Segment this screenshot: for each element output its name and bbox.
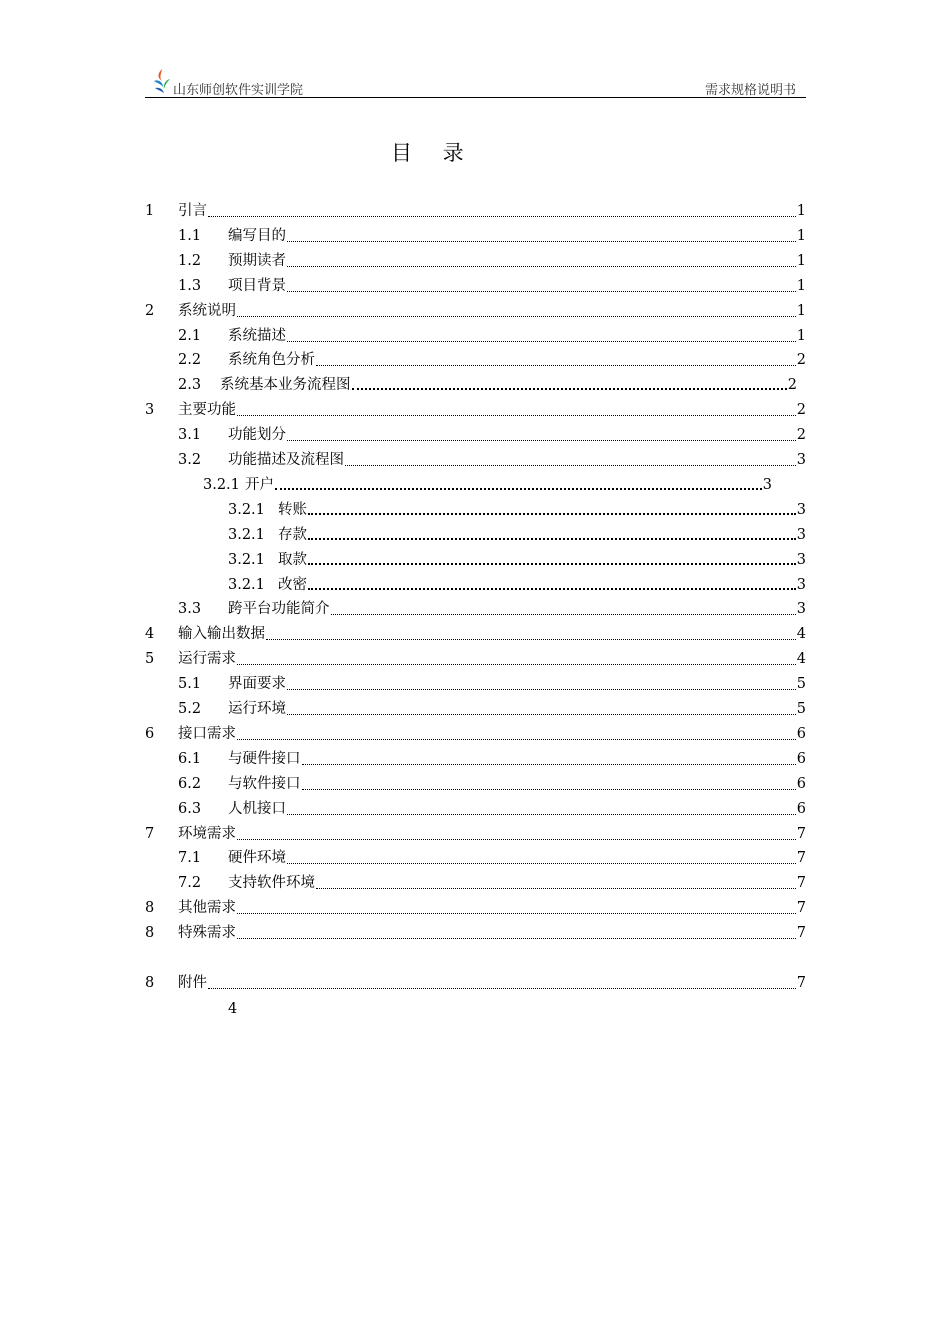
toc-entry-number: 8: [145, 900, 155, 917]
toc-dot-leader: [287, 341, 796, 342]
toc-entry-number: 3.2.1: [228, 551, 265, 568]
stray-page-number: 4: [228, 1001, 238, 1017]
toc-entry-page: 6: [796, 725, 806, 742]
toc-entry-number: 6: [145, 725, 155, 742]
toc-entry-number: 4: [145, 626, 155, 643]
toc-dot-leader: [275, 488, 762, 490]
toc-entry-number: 5.1: [178, 676, 202, 693]
toc-entry-title: 开户: [245, 476, 274, 493]
toc-entry-page: 7: [796, 875, 806, 892]
toc-dot-leader: [331, 614, 796, 615]
toc-entry-title: 功能划分: [228, 427, 286, 444]
toc-dot-leader: [308, 513, 796, 515]
toc-entry[interactable]: [145, 822, 806, 847]
toc-entry-number: 3.2.1: [228, 576, 265, 593]
toc-entry[interactable]: [203, 473, 772, 498]
toc-entry-title: 与硬件接口: [228, 750, 301, 767]
school-logo-icon: [151, 68, 173, 94]
toc-dot-leader: [208, 988, 796, 989]
toc-dot-leader: [287, 689, 796, 690]
toc-entry-page: 2: [796, 352, 806, 369]
toc-entry[interactable]: [145, 971, 806, 996]
toc-entry-title: 特殊需求: [178, 925, 236, 942]
toc-dot-leader: [237, 913, 796, 914]
toc-entry-number: 6.3: [178, 800, 202, 817]
toc-entry-page: 3: [796, 576, 806, 593]
toc-entry-page: 1: [796, 252, 806, 269]
toc-entry[interactable]: [178, 324, 806, 349]
toc-entry-title: 硬件环境: [228, 850, 286, 867]
toc-entry-title: 编写目的: [228, 227, 286, 244]
toc-entry[interactable]: [178, 448, 806, 473]
toc-dot-leader: [345, 465, 796, 466]
toc-entry-title: 功能描述及流程图: [228, 452, 344, 468]
toc-entry-page: 6: [796, 800, 806, 817]
toc-entry-page: 7: [796, 900, 806, 917]
toc-entry[interactable]: [178, 846, 806, 871]
toc-entry-title: 改密: [278, 576, 307, 593]
toc-dot-leader: [308, 563, 796, 565]
toc-entry-page: 6: [796, 775, 806, 792]
toc-entry-number: 5.2: [178, 701, 202, 717]
toc-entry[interactable]: [145, 299, 806, 324]
toc-dot-leader: [287, 863, 796, 864]
toc-entry-number: 3.1: [178, 427, 202, 444]
toc-dot-leader: [237, 938, 796, 939]
toc-entry-title: 存款: [278, 526, 307, 543]
toc-entry-number: 1.2: [178, 252, 202, 269]
toc-entry-number: 1.1: [178, 227, 202, 244]
toc-entry[interactable]: [178, 672, 806, 697]
toc-entry-page: 1: [796, 227, 806, 244]
toc-entry-title: 跨平台功能简介: [228, 601, 330, 618]
toc-entry[interactable]: [145, 622, 806, 647]
toc-entry[interactable]: [178, 224, 806, 249]
toc-entry-page: 2: [796, 402, 806, 419]
toc-entry-page: 2: [787, 377, 797, 394]
toc-entry[interactable]: [178, 697, 806, 722]
toc-entry[interactable]: [145, 199, 806, 224]
toc-dot-leader: [308, 588, 796, 590]
toc-entry-number: 8: [145, 925, 155, 942]
toc-entry[interactable]: [145, 398, 806, 423]
toc-entry-number: 3.2.1: [228, 526, 265, 543]
toc-entry-number: 3.3: [178, 601, 202, 618]
toc-entry-title: 引言: [178, 203, 207, 219]
toc-dot-leader: [237, 316, 796, 317]
toc-entry[interactable]: [228, 548, 806, 573]
toc-entry[interactable]: [228, 498, 806, 523]
toc-entry-page: 5: [796, 701, 806, 717]
toc-entry-page: 7: [796, 975, 806, 991]
toc-entry-page: 3: [796, 452, 806, 468]
toc-entry-page: 7: [796, 925, 806, 942]
toc-entry-page: 3: [796, 501, 806, 518]
toc-entry[interactable]: [178, 747, 806, 772]
school-name: 山东师创软件实训学院: [173, 83, 304, 98]
toc-entry[interactable]: [178, 348, 806, 373]
toc-entry-title: 运行需求: [178, 651, 236, 668]
toc-entry-page: 7: [796, 850, 806, 867]
toc-entry-number: 2.3: [178, 377, 202, 394]
toc-entry-page: 5: [796, 676, 806, 693]
toc-entry-number: 7.1: [178, 850, 202, 867]
toc-entry-title: 输入输出数据: [178, 626, 265, 643]
toc-entry[interactable]: [228, 573, 806, 598]
toc-entry-page: 7: [796, 825, 806, 842]
toc-entry-number: 2: [145, 302, 155, 319]
toc-heading: 目 录: [391, 141, 476, 165]
toc-entry[interactable]: [145, 896, 806, 921]
toc-dot-leader: [287, 241, 796, 242]
toc-entry-title: 支持软件环境: [228, 875, 315, 892]
toc-dot-leader: [287, 266, 796, 267]
toc-entry-number: 3.2: [178, 452, 202, 468]
toc-entry-page: 3: [796, 526, 806, 543]
toc-entry[interactable]: [145, 722, 806, 747]
toc-dot-leader: [302, 764, 796, 765]
toc-dot-leader: [308, 538, 796, 540]
toc-dot-leader: [237, 415, 796, 416]
toc-entry-title: 预期读者: [228, 252, 286, 269]
toc-dot-leader: [316, 365, 796, 366]
toc-entry-number: 3.2.1: [203, 476, 240, 493]
toc-entry[interactable]: [178, 274, 806, 299]
toc-entry-title: 其他需求: [178, 900, 236, 917]
toc-entry[interactable]: [178, 423, 806, 448]
toc-entry-title: 取款: [278, 551, 307, 568]
toc-entry-page: 1: [796, 327, 806, 344]
page-header: [145, 66, 806, 98]
toc-entry[interactable]: [178, 871, 806, 896]
toc-entry-number: 6.2: [178, 775, 202, 792]
toc-entry[interactable]: [178, 249, 806, 274]
toc-entry-title: 主要功能: [178, 402, 236, 419]
toc-entry-title: 接口需求: [178, 725, 236, 742]
toc-entry-page: 4: [796, 651, 806, 668]
toc-entry-title: 系统描述: [228, 327, 286, 344]
toc-entry-number: 7.2: [178, 875, 202, 892]
toc-entry-title: 系统说明: [178, 302, 236, 319]
toc-dot-leader: [237, 839, 796, 840]
toc-entry-title: 附件: [178, 975, 207, 991]
header-doc-title: 需求规格说明书: [704, 83, 796, 98]
toc-dot-leader: [316, 888, 796, 889]
toc-entry-number: 1.3: [178, 277, 202, 294]
toc-entry-number: 7: [145, 825, 155, 842]
toc-entry-title: 环境需求: [178, 825, 236, 842]
toc-entry-page: 3: [796, 601, 806, 618]
toc-entry-title: 系统角色分析: [228, 352, 315, 369]
toc-dot-leader: [287, 814, 796, 815]
toc-dot-leader: [287, 714, 796, 715]
toc-entry[interactable]: [178, 797, 806, 822]
toc-entry-page: 2: [796, 427, 806, 444]
toc-entry-page: 3: [796, 551, 806, 568]
toc-entry-title: 运行环境: [228, 701, 286, 717]
toc-dot-leader: [302, 789, 796, 790]
toc-entry-title: 系统基本业务流程图: [220, 377, 351, 394]
toc-entry-number: 8: [145, 975, 155, 991]
toc-entry-page: 4: [796, 626, 806, 643]
toc-entry[interactable]: [228, 523, 806, 548]
toc-entry-page: 3: [762, 476, 772, 493]
toc-dot-leader: [266, 639, 796, 640]
toc-entry-page: 1: [796, 302, 806, 319]
toc-dot-leader: [287, 440, 796, 441]
toc-dot-leader: [237, 664, 796, 665]
toc-entry-page: 1: [796, 277, 806, 294]
toc-entry-title: 转账: [278, 501, 307, 518]
toc-entry-number: 6.1: [178, 750, 202, 767]
toc-entry-number: 3: [145, 402, 155, 419]
toc-entry-title: 项目背景: [228, 277, 286, 294]
toc-entry-page: 6: [796, 750, 806, 767]
toc-entry-page: 1: [796, 203, 806, 219]
toc-dot-leader: [237, 739, 796, 740]
toc-entry-title: 人机接口: [228, 800, 286, 817]
toc-entry-number: 5: [145, 651, 155, 668]
toc-entry-number: 2.1: [178, 327, 202, 344]
toc-entry-title: 界面要求: [228, 676, 286, 693]
toc-entry-number: 1: [145, 203, 155, 219]
toc-dot-leader: [287, 291, 796, 292]
toc-entry[interactable]: [178, 597, 806, 622]
toc-entry-number: 2.2: [178, 352, 202, 369]
toc-dot-leader: [208, 216, 796, 217]
toc-entry[interactable]: [145, 647, 806, 672]
toc-entry-number: 3.2.1: [228, 501, 265, 518]
toc-entry[interactable]: [178, 772, 806, 797]
toc-dot-leader: [352, 388, 787, 390]
toc-entry[interactable]: [178, 373, 797, 398]
toc-entry[interactable]: [145, 921, 806, 946]
toc-entry-title: 与软件接口: [228, 775, 301, 792]
